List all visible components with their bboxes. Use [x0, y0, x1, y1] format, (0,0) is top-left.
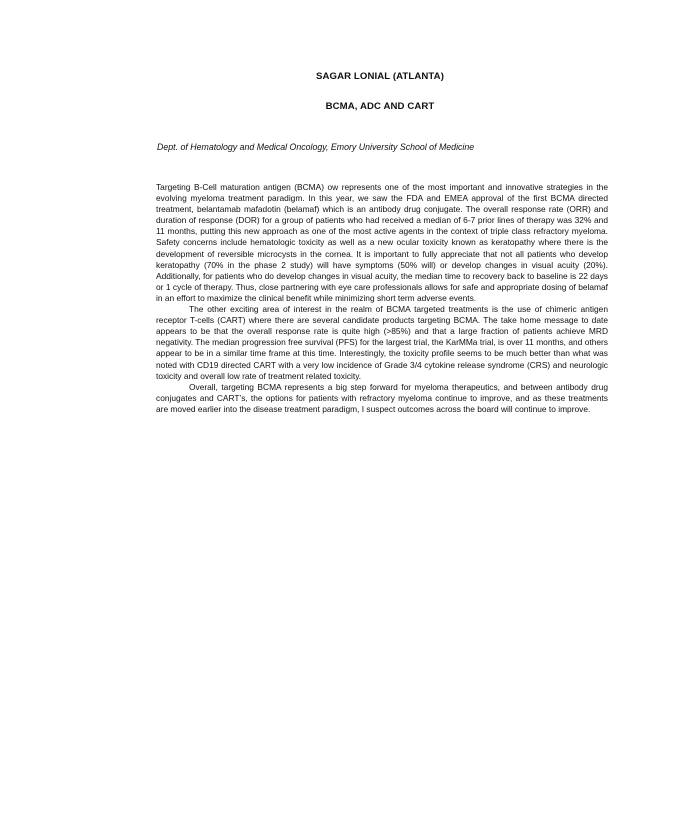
document-title: BCMA, ADC AND CART: [325, 101, 435, 112]
paragraph-2: The other exciting area of interest in the realm of BCMA targeted treatments is the use of chimeric antigen receptor T-cells (CART) where there are several candidate products targeting BCMA. The take home message to date appears to be that the overall response rate is quite high (>85%) and that a large fraction of patients achieve MRD negativity. The median progression free survival (PFS) for the largest trial, the KarMMa trial, is over 11 months, and others appear to be in a similar time frame at this time. Interestingly, the toxicity profile seems to be much better than what was noted with CD19 directed CART with a very low incidence of Grade 3/4 cytokine release syndrome (CRS) and neurologic toxicity and overall low rate of treatment related toxicity.: [156, 304, 608, 381]
affiliation: Dept. of Hematology and Medical Oncology, Emory University School of Medicine: [157, 142, 475, 152]
body-text: [156, 182, 608, 415]
paragraph-1: Targeting B-Cell maturation antigen (BCMA) ow represents one of the most important and innovative strategies in the evolving myeloma treatment paradigm. In this year, we saw the FDA and EMEA approval of the first BCMA directed treatment, belantamab mafadotin (belamaf) which is an antibody drug conjugate. The overall response rate (ORR) and duration of response (DOR) for a group of patients who had received a median of 6-7 prior lines of therapy was 32% and 11 months, putting this new approach as one of the most active agents in the context of triple class refractory myeloma. Safety concerns include hematologic toxicity as well as a new ocular toxicity known as keratopathy where there is the development of reversible microcysts in the cornea. It is important to fully appreciate that not all patients who develop keratopathy (70% in the phase 2 study) will have symptoms (50% will) or develop changes in visual acuity (20%). Additionally, for patients who do develop changes in visual acuity, the median time to recovery back to baseline is 22 days or 1 cycle of therapy. Thus, close partnering with eye care professionals allows for safe and appropriate dosing of belamaf in an effort to maximize the clinical benefit while minimizing short term adverse events.: [156, 182, 608, 303]
paragraph-3: Overall, targeting BCMA represents a big step forward for myeloma therapeutics, and between antibody drug conjugates and CART’s, the options for patients with refractory myeloma continue to improve, and as these treatments are moved earlier into the disease treatment paradigm, I suspect outcomes across the board will continue to improve.: [156, 381, 608, 414]
author-heading: SAGAR LONIAL (ATLANTA): [316, 71, 444, 82]
